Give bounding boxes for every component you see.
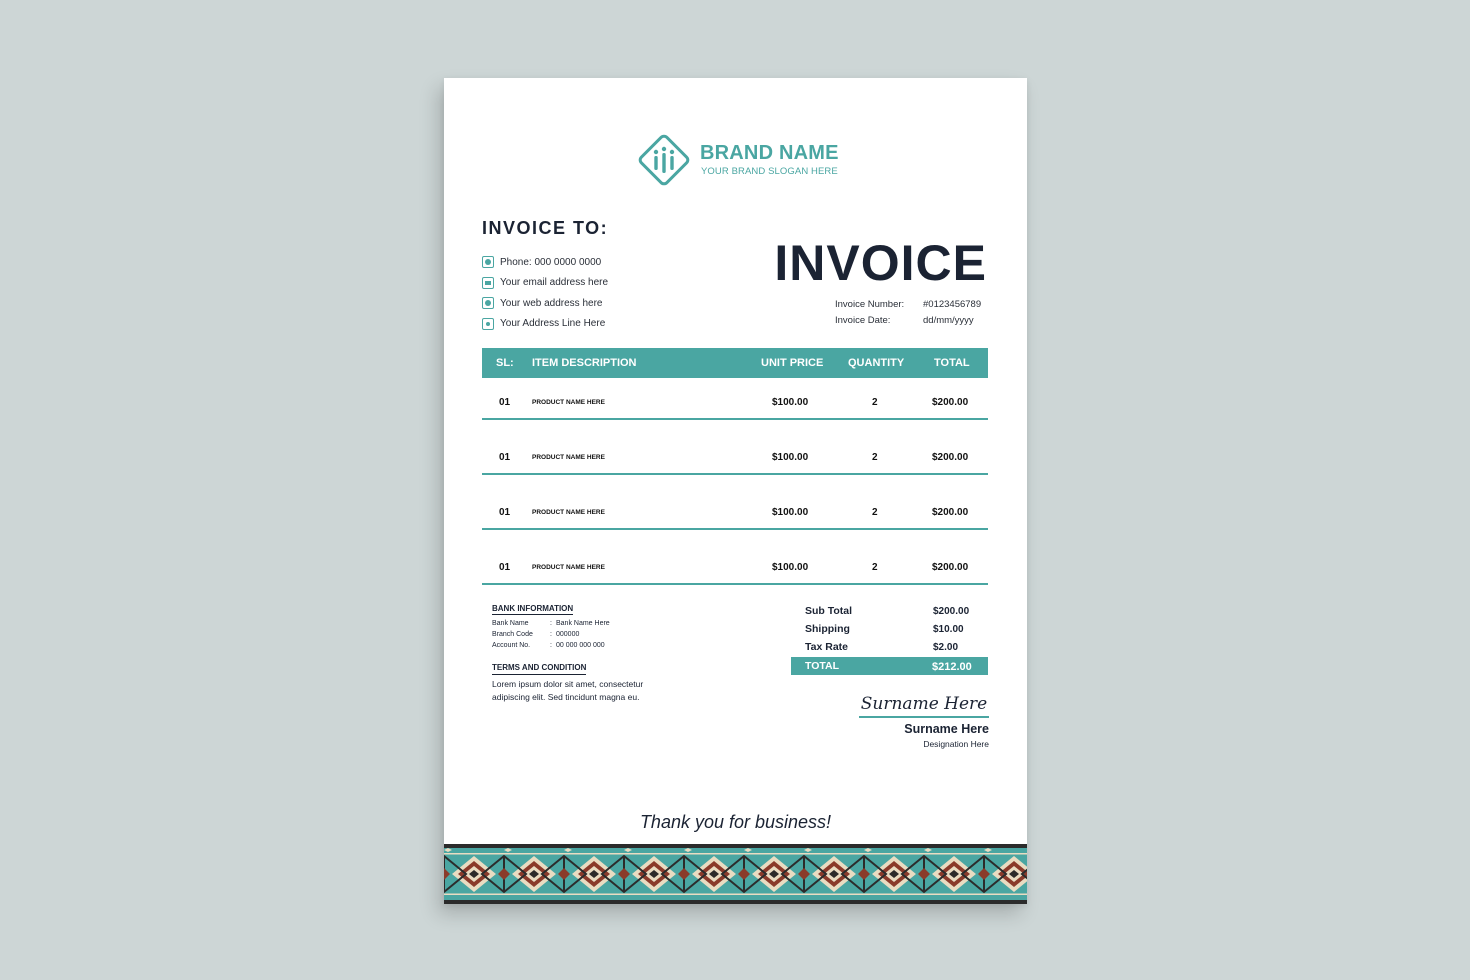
header-unit-price: UNIT PRICE (761, 357, 824, 369)
account-no-label: Account No. (492, 642, 531, 649)
row-total: $200.00 (932, 397, 969, 408)
invoice-date-label: Invoice Date: (835, 314, 891, 326)
grand-total-bar (791, 657, 988, 675)
header-description: ITEM DESCRIPTION (532, 357, 637, 369)
row-total: $200.00 (932, 507, 969, 518)
invoice-page (444, 78, 1027, 904)
row-unit-price: $100.00 (772, 397, 809, 408)
table-row (482, 543, 988, 585)
row-total: $200.00 (932, 452, 969, 463)
grand-total-value: $212.00 (932, 661, 972, 673)
row-quantity: 2 (872, 562, 878, 573)
subtotal-label: Sub Total (805, 605, 853, 617)
row-description: PRODUCT NAME HERE (532, 454, 605, 461)
phone-text: Phone: 000 0000 0000 (500, 256, 602, 268)
row-unit-price: $100.00 (772, 562, 809, 573)
invoice-number-value: #0123456789 (923, 298, 982, 310)
invoice-number-label: Invoice Number: (835, 298, 905, 310)
signature-script: Surname Here (859, 694, 989, 718)
brand-slogan: YOUR BRAND SLOGAN HERE (701, 166, 838, 177)
branch-code-value: 000000 (556, 631, 580, 638)
bank-name-value: Bank Name Here (556, 620, 610, 627)
brand-name: BRAND NAME (700, 142, 839, 164)
terms-title: TERMS AND CONDITION (492, 663, 586, 675)
totals-summary (791, 602, 988, 675)
invoice-to-heading: INVOICE TO: (482, 218, 609, 238)
terms-text: Lorem ipsum dolor sit amet, consectetur adipiscing elit. Sed tincidunt magna eu. (492, 679, 644, 702)
row-unit-price: $100.00 (772, 452, 809, 463)
table-row (482, 488, 988, 530)
contact-list (482, 252, 608, 334)
brand-logo (634, 130, 854, 190)
shipping-value: $10.00 (933, 624, 964, 635)
brand-logo-icon (634, 130, 694, 190)
row-quantity: 2 (872, 452, 878, 463)
table-row (482, 433, 988, 475)
row-description: PRODUCT NAME HERE (532, 399, 605, 406)
tax-rate-value: $2.00 (933, 642, 959, 653)
bank-information (492, 604, 610, 651)
bank-title: BANK INFORMATION (492, 604, 574, 613)
thank-you-note: Thank you for business! (639, 812, 832, 832)
colon: : (550, 642, 552, 649)
address-text: Your Address Line Here (500, 318, 606, 330)
phone-icon (482, 256, 494, 268)
header-sl: SL: (496, 357, 514, 369)
signature-block (859, 694, 989, 749)
row-description: PRODUCT NAME HERE (532, 509, 605, 516)
subtotal-value: $200.00 (933, 606, 970, 617)
header-quantity: QUANTITY (848, 357, 905, 369)
contact-phone (482, 252, 608, 273)
tax-rate-label: Tax Rate (805, 641, 848, 653)
signer-name: Surname Here (904, 722, 989, 736)
row-description: PRODUCT NAME HERE (532, 564, 605, 571)
colon: : (550, 631, 552, 638)
row-sl: 01 (499, 452, 511, 463)
globe-icon (482, 297, 494, 309)
invoice-date-value: dd/mm/yyyy (923, 314, 974, 326)
row-sl: 01 (499, 562, 511, 573)
contact-web (482, 293, 608, 314)
items-table-header (482, 348, 988, 378)
row-sl: 01 (499, 397, 511, 408)
colon: : (550, 620, 552, 627)
row-unit-price: $100.00 (772, 507, 809, 518)
table-row (482, 378, 988, 420)
invoice-title: INVOICE (774, 235, 987, 291)
header-total: TOTAL (934, 357, 970, 369)
account-no-value: 00 000 000 000 (556, 642, 605, 649)
email-icon (482, 277, 494, 289)
terms-and-condition (492, 661, 667, 704)
location-pin-icon (482, 318, 494, 330)
web-text: Your web address here (500, 297, 603, 309)
contact-email (482, 273, 608, 294)
shipping-label: Shipping (805, 623, 850, 635)
invoice-meta (835, 296, 981, 328)
email-text: Your email address here (500, 277, 609, 289)
grand-total-label: TOTAL (805, 660, 840, 672)
row-quantity: 2 (872, 397, 878, 408)
row-sl: 01 (499, 507, 511, 518)
branch-code-label: Branch Code (492, 631, 533, 638)
contact-address (482, 314, 608, 335)
row-total: $200.00 (932, 562, 969, 573)
decorative-pattern-border (444, 844, 1027, 904)
bank-name-label: Bank Name (492, 620, 529, 627)
signer-designation: Designation Here (923, 739, 989, 749)
row-quantity: 2 (872, 507, 878, 518)
